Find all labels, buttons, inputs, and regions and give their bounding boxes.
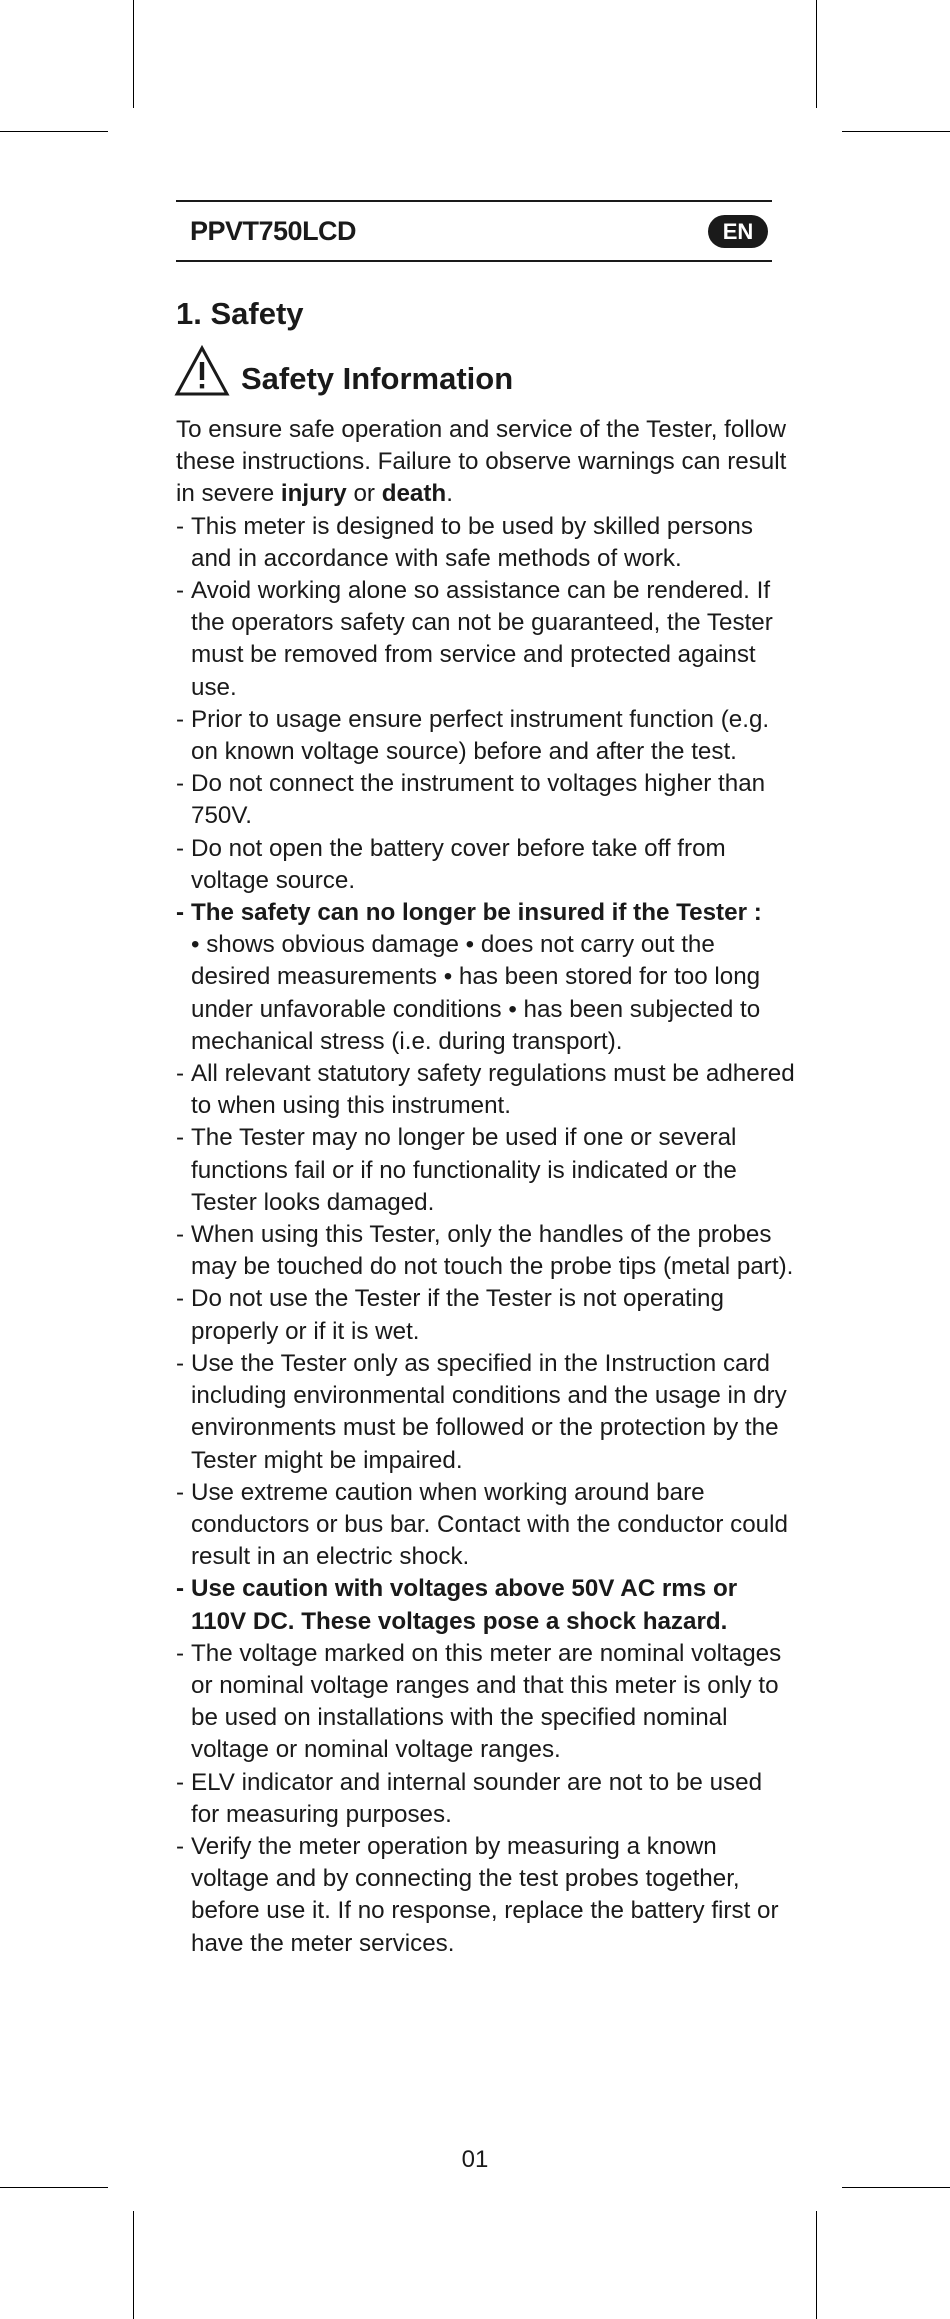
list-item (176, 1573, 796, 1637)
list-item (176, 1122, 796, 1219)
crop-mark (842, 2187, 950, 2188)
intro-text: or (346, 480, 382, 508)
list-item (176, 1348, 796, 1477)
list-dash: - (176, 1060, 185, 1088)
list-item-text: The Tester may no longer be used if one or several functions fail or if no functionality is indicated or the Tester looks damaged. (191, 1124, 737, 1216)
intro-bold-death: death (381, 480, 447, 508)
list-item-text: Use extreme caution when working around bare conductors or bus bar. Contact with the conductor could result in an electric shock. (191, 1478, 788, 1571)
list-item-text: Verify the meter operation by measuring a known voltage and by connecting the test probes together, before use it. If no response, replace the battery first or have the meter services. (191, 1832, 779, 1957)
list-item-text: Use caution with voltages above 50V AC rms or 110V DC. These voltages pose a shock hazard. (191, 1575, 738, 1635)
list-dash: - (176, 1639, 185, 1667)
list-dash: - (176, 1478, 185, 1506)
list-item-text: All relevant statutory safety regulations must be adhered to when using this instrument. (191, 1060, 795, 1120)
intro-paragraph (176, 414, 796, 511)
list-dash: - (176, 1285, 185, 1313)
list-dash: - (176, 899, 185, 927)
list-item (176, 575, 796, 704)
model-name: PPVT750LCD (190, 216, 357, 246)
warning-triangle-icon (174, 345, 230, 397)
list-item (176, 1638, 796, 1767)
list-item-text: Avoid working alone so assistance can be rendered. If the operators safety can not be guaranteed, the Tester must be removed from service and protected against use. (191, 577, 773, 701)
crop-mark (0, 2187, 108, 2188)
list-item (176, 1477, 796, 1574)
list-dash: - (176, 834, 185, 862)
list-dash: - (176, 1349, 185, 1377)
list-item (176, 1767, 796, 1831)
list-item-text: The voltage marked on this meter are nominal voltages or nominal voltage ranges and that this meter is only to be used on installations with the specified nominal voltage or nominal voltage ranges. (191, 1639, 782, 1764)
section-title: 1. Safety (176, 296, 304, 331)
list-dash: - (176, 1221, 185, 1249)
list-item-text: Do not connect the instrument to voltages higher than 750V. (191, 770, 766, 830)
list-dash: - (176, 1575, 185, 1603)
list-item-text: This meter is designed to be used by skilled persons and in accordance with safe methods of work. (191, 512, 753, 572)
list-dash: - (176, 770, 185, 798)
crop-mark (842, 131, 950, 132)
list-item (176, 511, 796, 575)
intro-text: . (446, 480, 453, 508)
list-item (176, 1058, 796, 1122)
list-item (176, 833, 796, 897)
list-dash: - (176, 512, 185, 540)
list-item-text: When using this Tester, only the handles of the probes may be touched do not touch the probe tips (metal part). (191, 1221, 794, 1281)
crop-mark (133, 0, 134, 108)
list-item (176, 1219, 796, 1283)
list-dash: - (176, 1768, 185, 1796)
list-item-text: Do not open the battery cover before take off from voltage source. (191, 834, 726, 894)
list-item-detail (176, 929, 796, 1058)
list-item (176, 897, 796, 929)
crop-mark (0, 131, 108, 132)
list-item-text: ELV indicator and internal sounder are not to be used for measuring purposes. (191, 1768, 763, 1828)
crop-mark (816, 0, 817, 108)
list-dash: - (176, 705, 185, 733)
list-item (176, 1283, 796, 1347)
list-dash: - (176, 1124, 185, 1152)
list-item-text: Prior to usage ensure perfect instrument function (e.g. on known voltage source) before and after the test. (191, 705, 770, 766)
crop-mark (816, 2211, 817, 2319)
list-item-text: The safety can no longer be insured if the Tester : (191, 899, 762, 927)
list-item (176, 1831, 796, 1960)
safety-content (176, 414, 796, 1960)
intro-text: To ensure safe operation and service of the Tester, follow these instructions. Failure to observe warnings can result in severe (176, 416, 787, 508)
page-header (176, 200, 772, 262)
list-item-text: Do not use the Tester if the Tester is not operating properly or if it is wet. (191, 1285, 724, 1345)
list-item (176, 704, 796, 768)
crop-mark (133, 2211, 134, 2319)
subsection-title: Safety Information (241, 361, 514, 396)
list-dash: - (176, 577, 185, 605)
list-item (176, 768, 796, 832)
language-badge: EN (708, 215, 768, 248)
list-item-detail-text: • shows obvious damage • does not carry out the desired measurements • has been stored for too long under unfavorable conditions • has been subjected to mechanical stress (i.e. during transport). (191, 931, 761, 1055)
page-number: 01 (461, 2146, 489, 2173)
list-item-text: Use the Tester only as specified in the Instruction card including environmental conditions and the usage in dry environments must be followed or the protection by the Tester might be impaired. (191, 1349, 787, 1474)
list-dash: - (176, 1832, 185, 1860)
intro-bold-injury: injury (280, 480, 347, 508)
